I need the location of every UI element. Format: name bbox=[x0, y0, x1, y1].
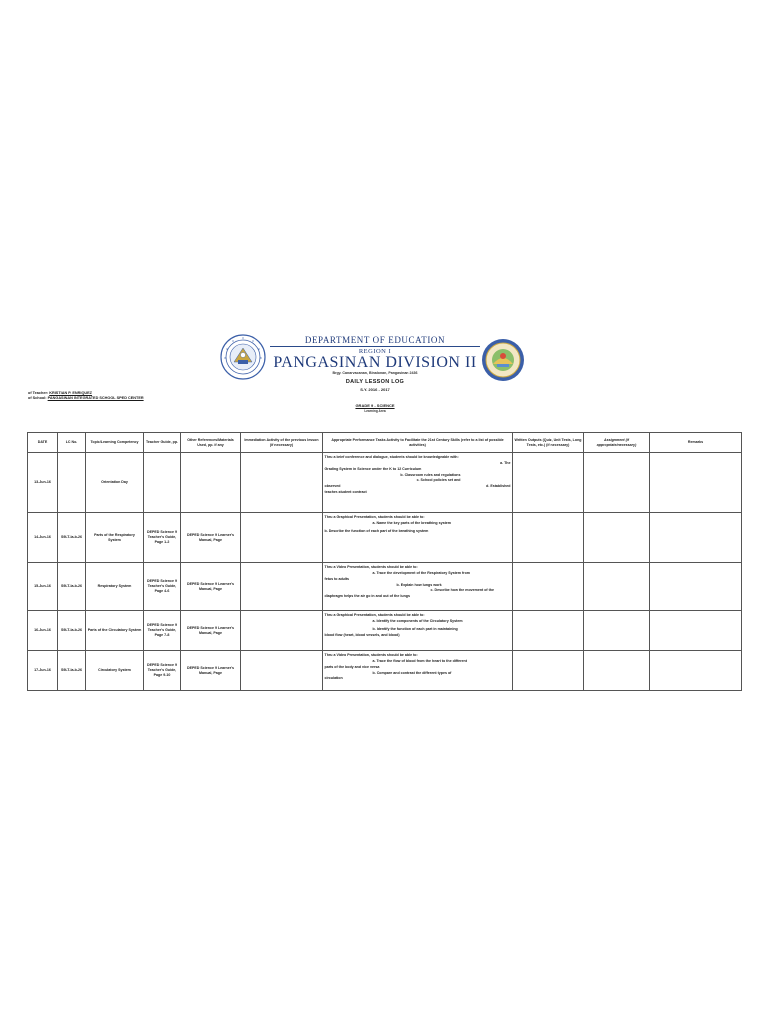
cell-other-references: DEPED Science 9 Learner's Manual, Page bbox=[181, 651, 241, 691]
cell-remarks bbox=[650, 453, 742, 513]
activity-line: diaphragm helps the air go in and out of the lungs bbox=[324, 594, 410, 599]
activity-line: circulation bbox=[324, 676, 343, 681]
cell-other-references: DEPED Science 9 Learner's Manual, Page bbox=[181, 563, 241, 611]
cell-topic: Circulatory System bbox=[86, 651, 144, 691]
grade-subject: GRADE 9 - SCIENCE bbox=[355, 403, 395, 408]
document-title: DAILY LESSON LOG bbox=[345, 379, 405, 385]
teacher-prefix: of Teacher: bbox=[28, 391, 49, 395]
table-row bbox=[28, 563, 742, 611]
cell-written-outputs bbox=[513, 513, 584, 563]
cell-lc-no bbox=[58, 453, 86, 513]
deped-seal-icon bbox=[220, 334, 266, 380]
cell-lc-no: S9LT-Ia-b-26 bbox=[58, 563, 86, 611]
activity-line: a. Trace the development of the Respiratory System from bbox=[372, 570, 470, 575]
activity-line: fetus to adults bbox=[324, 576, 350, 581]
teacher-line bbox=[28, 391, 92, 395]
cell-other-references: DEPED Science 9 Learner's Manual, Page bbox=[181, 611, 241, 651]
activity-line: Thru a Graphical Presentation, students should be able to: bbox=[324, 613, 425, 617]
table-row bbox=[28, 453, 742, 513]
cell-performance-tasks bbox=[323, 563, 513, 611]
activity-line: Thru a Video Presentation, students should be able to: bbox=[324, 565, 418, 569]
school-line bbox=[28, 396, 144, 400]
cell-remediation bbox=[241, 453, 323, 513]
table-row bbox=[28, 651, 742, 691]
table-row bbox=[28, 513, 742, 563]
header-lc-no: LC No. bbox=[58, 433, 86, 453]
activity-line: b. Classroom rules and regulations bbox=[400, 472, 461, 477]
cell-performance-tasks bbox=[323, 651, 513, 691]
school-prefix: of School: bbox=[28, 396, 47, 400]
school-year: S.Y. 2016 - 2017 bbox=[360, 387, 390, 392]
activity-line: a. Name the key parts of the breathing system bbox=[372, 520, 451, 525]
cell-topic: Parts of the Circulatory System bbox=[86, 611, 144, 651]
cell-written-outputs bbox=[513, 563, 584, 611]
activity-line: teacher-student contract bbox=[324, 490, 367, 495]
school-address: Brgy. Canarvacanan, Binalonan, Pangasinan 2436 bbox=[332, 371, 418, 375]
header-remarks: Remarks bbox=[650, 433, 742, 453]
cell-teacher-guide: DEPED Science 9 Teacher's Guide, Page 7-8 bbox=[144, 611, 181, 651]
division-seal-icon bbox=[480, 337, 526, 383]
activity-line bbox=[325, 484, 511, 489]
cell-other-references: DEPED Science 9 Learner's Manual, Page bbox=[181, 513, 241, 563]
table-header-row bbox=[28, 433, 742, 453]
cell-teacher-guide: DEPED Science 9 Teacher's Guide, Page 1-2 bbox=[144, 513, 181, 563]
lesson-log-table bbox=[27, 432, 742, 691]
cell-other-references bbox=[181, 453, 241, 513]
cell-remarks bbox=[650, 611, 742, 651]
cell-lc-no: S9LT-Ia-b-26 bbox=[58, 651, 86, 691]
activity-line: c. School policies set and bbox=[416, 478, 461, 483]
cell-lc-no: S9LT-Ia-b-26 bbox=[58, 611, 86, 651]
cell-date: 13-Jun-16 bbox=[28, 453, 58, 513]
header-teacher-guide: Teacher Guide, pp. bbox=[144, 433, 181, 453]
header-written-outputs: Written Outputs (Quiz, Unit Tests, Long Tests, etc.) (if necessary) bbox=[513, 433, 584, 453]
activity-line: b. Explain how lungs work bbox=[396, 582, 442, 587]
activity-line: a. The bbox=[500, 460, 511, 465]
activity-line: Grading System in Science under the K to 12 Curriculum bbox=[324, 466, 422, 471]
activity-line: b. Identify the function of each part in maintaining bbox=[372, 626, 458, 631]
activity-line: observed bbox=[324, 484, 341, 489]
cell-remarks bbox=[650, 513, 742, 563]
school-name: PANGASINAN INTEGRATED SCHOOL SPED CENTER bbox=[47, 396, 144, 400]
activity-line: d. Established bbox=[486, 484, 511, 489]
cell-remarks bbox=[650, 651, 742, 691]
cell-assignment bbox=[584, 651, 650, 691]
cell-lc-no: S9LT-Ia-b-26 bbox=[58, 513, 86, 563]
cell-topic: Parts of the Respiratory System bbox=[86, 513, 144, 563]
cell-performance-tasks bbox=[323, 453, 513, 513]
cell-written-outputs bbox=[513, 611, 584, 651]
teacher-name: KRISTIAN P. ENRIQUEZ bbox=[49, 391, 93, 395]
header-assignment: Assignment (if appropriate/necessary) bbox=[584, 433, 650, 453]
activity-line: Thru a Graphical Presentation, students should be able to: bbox=[324, 515, 425, 519]
cell-performance-tasks bbox=[323, 513, 513, 563]
division-name: PANGASINAN DIVISION II bbox=[273, 354, 477, 371]
cell-written-outputs bbox=[513, 651, 584, 691]
header-topic: Topic/Learning Competency bbox=[86, 433, 144, 453]
cell-date: 14-Jun-16 bbox=[28, 513, 58, 563]
header-performance-tasks: Appropriate Performance Tasks Activity to Facilitate the 21st Century Skills (refer to a list of possible activities) bbox=[323, 433, 513, 453]
cell-date: 17-Jun-16 bbox=[28, 651, 58, 691]
header-divider bbox=[270, 346, 480, 347]
region-name: REGION I bbox=[358, 348, 392, 355]
activity-line: b. Compare and contrast the different types of bbox=[372, 670, 452, 675]
cell-date: 16-Jun-16 bbox=[28, 611, 58, 651]
cell-remediation bbox=[241, 651, 323, 691]
activity-line: b. Describe the function of each part of the breathing system bbox=[324, 528, 429, 533]
cell-date: 15-Jun-16 bbox=[28, 563, 58, 611]
activity-line: parts of the body and vice versa bbox=[324, 664, 380, 669]
table-row bbox=[28, 611, 742, 651]
cell-remediation bbox=[241, 611, 323, 651]
activity-line: a. Identify the components of the Circulatory System bbox=[372, 618, 463, 623]
cell-remediation bbox=[241, 513, 323, 563]
activity-line: blood flow (heart, blood vessels, and blood) bbox=[324, 632, 400, 637]
cell-assignment bbox=[584, 563, 650, 611]
cell-remediation bbox=[241, 563, 323, 611]
activity-line: a. Trace the flow of blood from the heart to the different bbox=[372, 658, 467, 663]
cell-topic: Respiratory System bbox=[86, 563, 144, 611]
cell-teacher-guide: DEPED Science 9 Teacher's Guide, Page 9-10 bbox=[144, 651, 181, 691]
header-other-references: Other References/Materials Used, pp. if any bbox=[181, 433, 241, 453]
header-remediation: Immediation Activity of the previous lesson (if necessary) bbox=[241, 433, 323, 453]
cell-teacher-guide bbox=[144, 453, 181, 513]
cell-assignment bbox=[584, 611, 650, 651]
cell-assignment bbox=[584, 513, 650, 563]
cell-topic: Orientation Day bbox=[86, 453, 144, 513]
cell-assignment bbox=[584, 453, 650, 513]
cell-teacher-guide: DEPED Science 9 Teacher's Guide, Page 4-6 bbox=[144, 563, 181, 611]
learning-area-label: Learning Area bbox=[364, 409, 386, 413]
header-date: DATE bbox=[28, 433, 58, 453]
activity-line: Thru a Video Presentation, students should be able to: bbox=[324, 653, 418, 657]
cell-written-outputs bbox=[513, 453, 584, 513]
activity-line: c. Describe how the movement of the bbox=[430, 588, 495, 593]
activity-line: Thru a brief conference and dialogue, students should be knowledgeable with: bbox=[324, 455, 459, 459]
cell-performance-tasks bbox=[323, 611, 513, 651]
cell-remarks bbox=[650, 563, 742, 611]
department-name: DEPARTMENT OF EDUCATION bbox=[304, 335, 446, 345]
